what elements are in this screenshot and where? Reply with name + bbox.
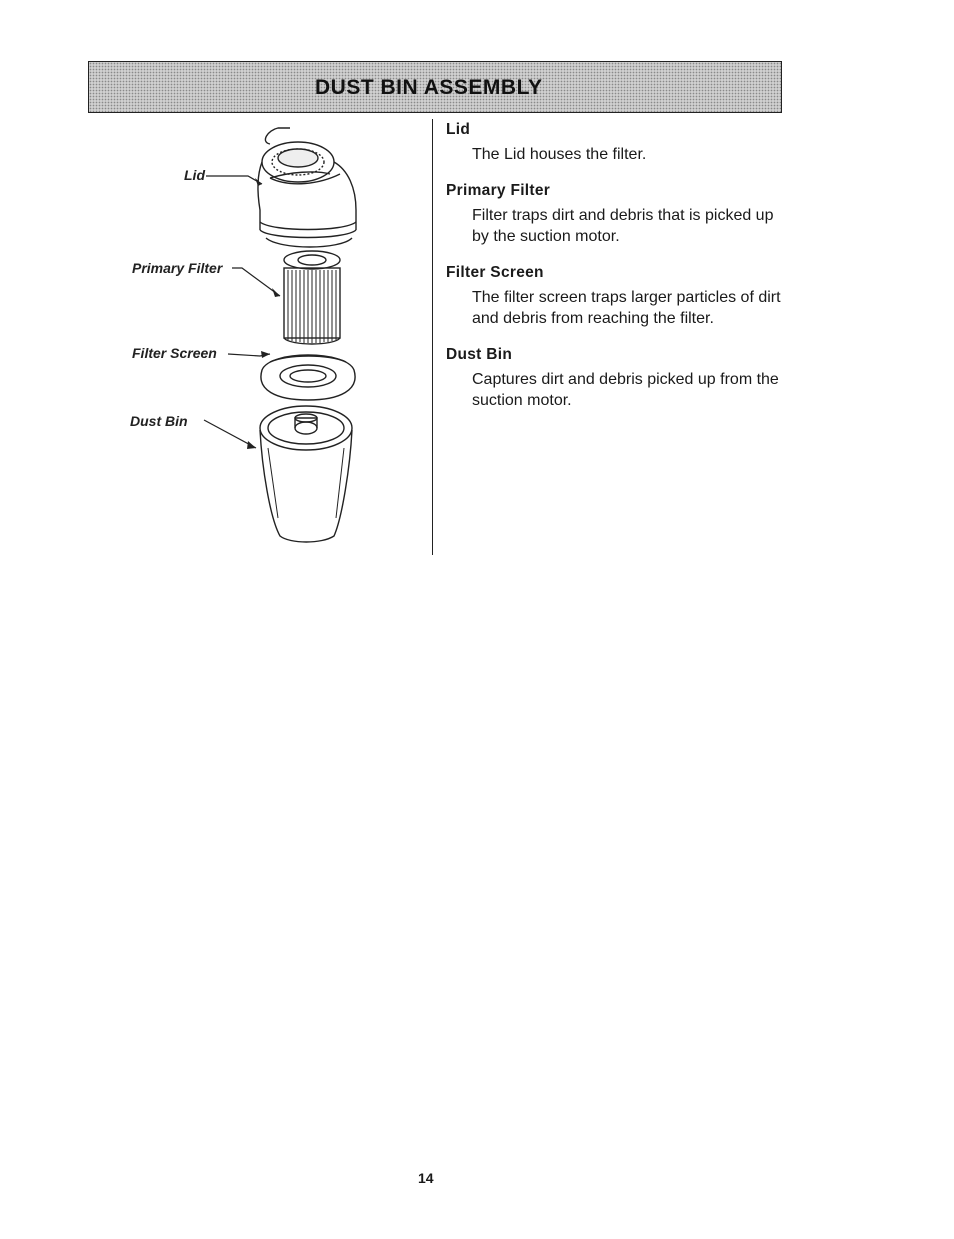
section-dust-bin bbox=[446, 345, 786, 411]
filter-screen-illustration bbox=[261, 355, 355, 400]
section-filter-screen bbox=[446, 263, 786, 329]
lid-callout-label: Lid bbox=[184, 167, 205, 183]
column-divider bbox=[432, 119, 433, 555]
component-descriptions bbox=[446, 120, 786, 427]
section-heading: Filter Screen bbox=[446, 264, 544, 281]
page-number: 14 bbox=[418, 1170, 434, 1186]
section-title-bar bbox=[88, 61, 782, 113]
primary-filter-illustration bbox=[284, 251, 340, 344]
exploded-view-illustration bbox=[120, 118, 420, 558]
section-text: Captures dirt and debris picked up from the suction motor. bbox=[472, 371, 779, 409]
section-text: The filter screen traps larger particles of dirt and debris from reaching the filter. bbox=[472, 289, 781, 327]
primary-filter-callout-label: Primary Filter bbox=[132, 260, 223, 276]
callout-leaders bbox=[204, 176, 280, 448]
filter-screen-callout-label: Filter Screen bbox=[132, 345, 217, 361]
section-heading: Lid bbox=[446, 121, 471, 138]
lid-illustration bbox=[258, 128, 356, 247]
dust-bin-callout-label: Dust Bin bbox=[130, 413, 188, 429]
page-title: DUST BIN ASSEMBLY bbox=[315, 76, 543, 99]
dust-bin-assembly-diagram bbox=[120, 118, 420, 558]
section-text: Filter traps dirt and debris that is picked up by the suction motor. bbox=[472, 207, 774, 245]
section-heading: Dust Bin bbox=[446, 346, 513, 363]
section-text: The Lid houses the filter. bbox=[472, 146, 647, 163]
dust-bin-illustration bbox=[260, 406, 352, 542]
section-lid bbox=[446, 120, 786, 165]
section-primary-filter bbox=[446, 181, 786, 247]
section-heading: Primary Filter bbox=[446, 182, 551, 199]
